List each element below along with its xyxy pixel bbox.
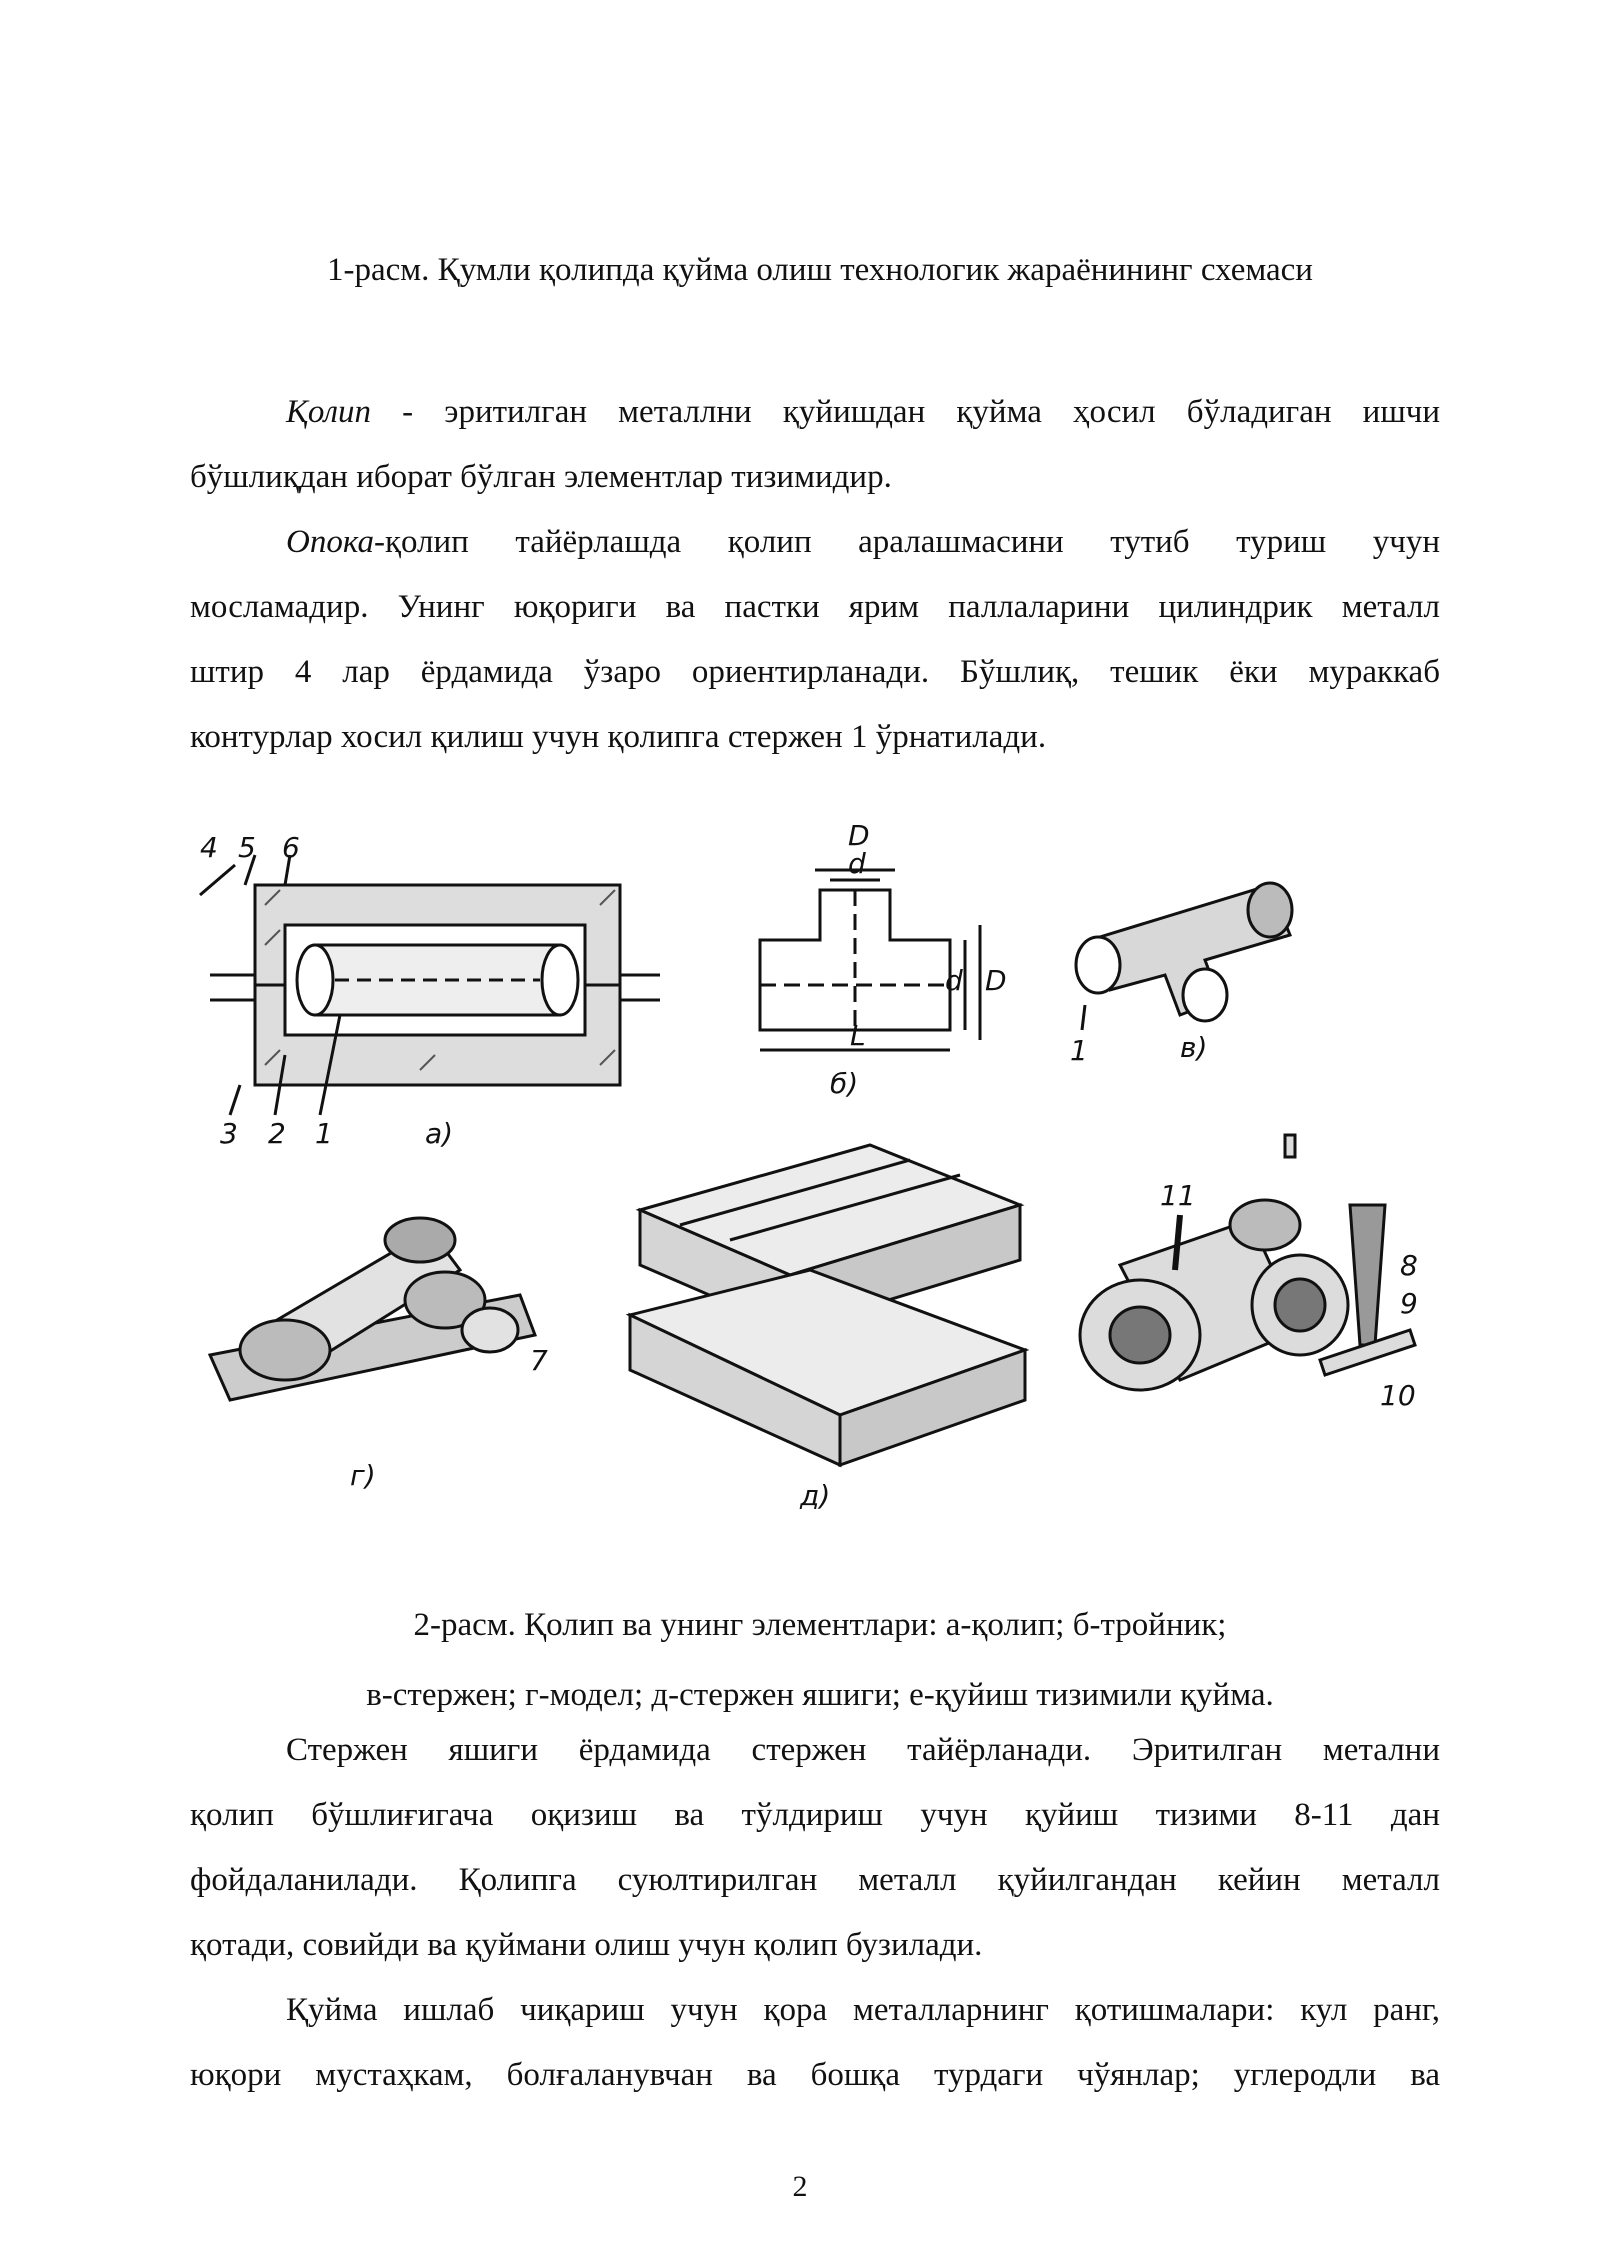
label-2: 2 bbox=[268, 1117, 286, 1150]
term-opoka: Опока bbox=[286, 524, 374, 560]
paragraph-ferrous-alloys bbox=[190, 1978, 1440, 2108]
label-9: 9 bbox=[1400, 1287, 1418, 1320]
label-3: 3 bbox=[220, 1117, 238, 1150]
label-D-top: D bbox=[848, 825, 870, 852]
label-d: д) bbox=[800, 1479, 831, 1512]
label-d-right: d bbox=[945, 964, 963, 997]
label-10: 10 bbox=[1380, 1379, 1416, 1412]
para2-line1: Опока-қолип тайёрлашда қолип аралашмасини тутиб туриш учун bbox=[286, 524, 1440, 560]
drawing-tee bbox=[760, 870, 980, 1050]
label-11: 11 bbox=[1160, 1179, 1196, 1212]
para1-line2: бўшлиқдан иборат бўлган элементлар тизимидир. bbox=[190, 459, 892, 495]
label-a: а) bbox=[425, 1117, 454, 1150]
para2-line3: штир 4 лар ёрдамида ўзаро ориентирланади. Бўшлиқ, тешик ёки мураккаб bbox=[190, 654, 1440, 690]
para4-line2: юқори мустаҳкам, болғаланувчан ва бошқа турдаги чўянлар; углеродли ва bbox=[190, 2057, 1440, 2093]
label-4: 4 bbox=[200, 831, 218, 864]
drawing-casting-gating bbox=[1080, 1135, 1415, 1390]
para2-line2: мосламадир. Унинг юқориги ва пастки ярим паллаларини цилиндрик металл bbox=[190, 589, 1440, 625]
drawing-mold-section bbox=[200, 855, 660, 1115]
figure-1-caption: 1-расм. Қумли қолипда қуйма олиш технологик жараёнининг схемаси bbox=[327, 252, 1313, 288]
label-8: 8 bbox=[1400, 1249, 1418, 1282]
paragraph-mold-definition bbox=[190, 380, 1440, 510]
term-qolip: Қолип bbox=[286, 394, 371, 430]
label-v: в) bbox=[1180, 1031, 1208, 1064]
label-7: 7 bbox=[530, 1344, 548, 1377]
para3-line1: Стержен яшиги ёрдамида стержен тайёрланади. Эритилган метални bbox=[286, 1732, 1440, 1768]
paragraph-flask-definition bbox=[190, 510, 1440, 770]
label-b: б) bbox=[830, 1067, 859, 1100]
drawing-core bbox=[1076, 883, 1292, 1030]
page-number: 2 bbox=[792, 2170, 808, 2203]
para1-line1: Қолип - эритилган металлни қуйишдан қуйма ҳосил бўладиган ишчи bbox=[286, 394, 1440, 430]
paragraph-core-box bbox=[190, 1718, 1440, 1978]
label-g: г) bbox=[350, 1459, 376, 1492]
label-1b: 1 bbox=[1070, 1034, 1088, 1067]
para4-line1: Қуйма ишлаб чиқариш учун қора металларнинг қотишмалари: кул ранг, bbox=[286, 1992, 1440, 2028]
para3-line2: қолип бўшлиғигача оқизиш ва тўлдириш учун қуйиш тизими 8-11 дан bbox=[190, 1797, 1440, 1833]
drawing-pattern bbox=[210, 1218, 535, 1400]
label-D-right: D bbox=[985, 964, 1007, 997]
drawing-core-box bbox=[630, 1145, 1025, 1465]
label-6: 6 bbox=[282, 831, 300, 864]
caption2-line2: в-стержен; г-модел; д-стержен яшиги; е-қуйиш тизимили қуйма. bbox=[366, 1677, 1274, 1713]
figure-2-illustration bbox=[190, 825, 1450, 1515]
figure-2-caption bbox=[190, 1590, 1450, 1730]
label-L: L bbox=[850, 1019, 866, 1052]
label-d-top: d bbox=[848, 847, 866, 880]
label-1: 1 bbox=[315, 1117, 333, 1150]
label-5: 5 bbox=[238, 831, 256, 864]
para3-line4: қотади, совийди ва қуймани олиш учун қолип бузилади. bbox=[190, 1927, 983, 1963]
caption2-line1: 2-расм. Қолип ва унинг элементлари: а-қолип; б-тройник; bbox=[413, 1607, 1227, 1643]
para2-line4: контурлар хосил қилиш учун қолипга стержен 1 ўрнатилади. bbox=[190, 719, 1047, 755]
para3-line3: фойдаланилади. Қолипга суюлтирилган металл қуйилгандан кейин металл bbox=[190, 1862, 1440, 1898]
